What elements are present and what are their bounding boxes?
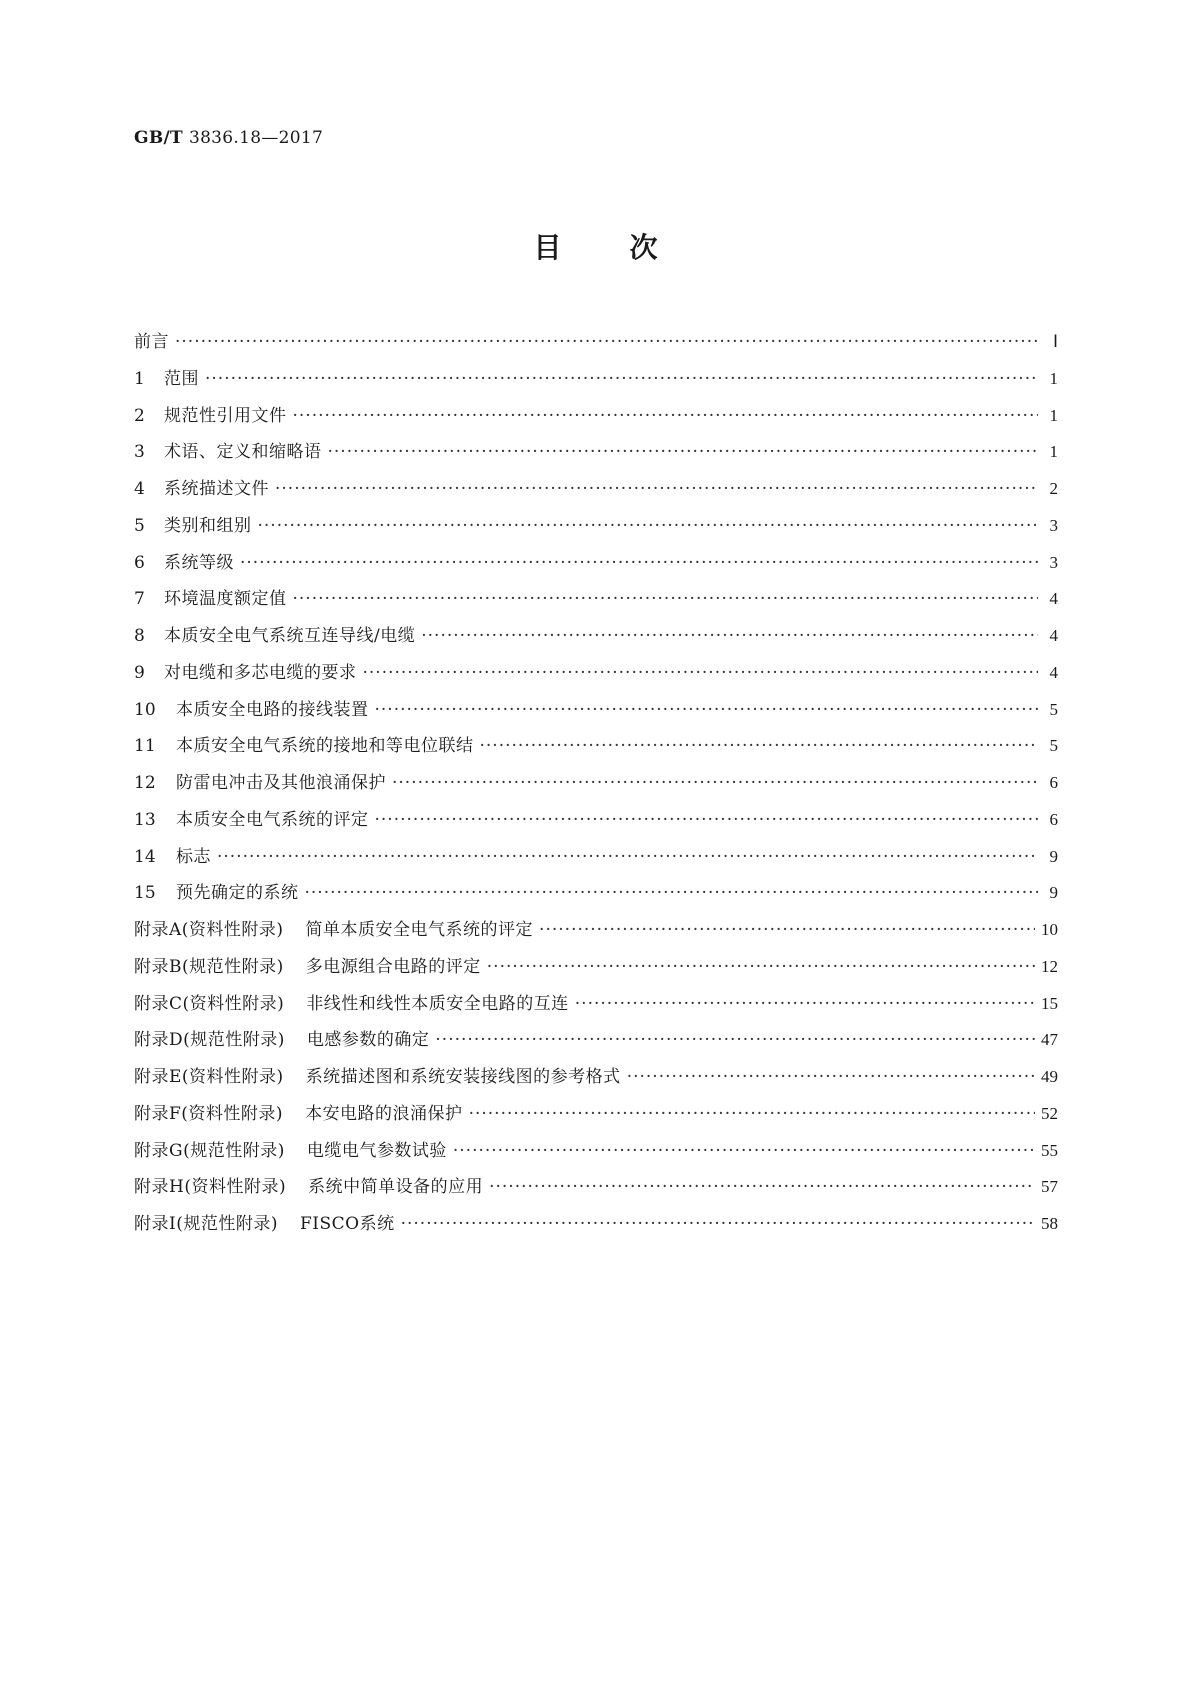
toc-leader	[401, 1206, 1035, 1243]
toc-entry-page: 9	[1049, 846, 1058, 866]
document-code	[134, 128, 323, 148]
toc-entry-7[interactable]	[134, 581, 1058, 618]
appendix-title: FISCO系统	[299, 1214, 395, 1234]
toc-leader	[205, 361, 1038, 398]
toc-entry-page: 49	[1041, 1067, 1058, 1086]
appendix-title: 系统中简单设备的应用	[308, 1177, 484, 1198]
toc-entry-foreword[interactable]	[134, 324, 1058, 361]
appendix-title: 多电源组合电路的评定	[305, 956, 481, 977]
table-of-contents	[134, 324, 1058, 1243]
toc-leader	[575, 986, 1035, 1023]
toc-entry-label: 标志	[176, 846, 211, 867]
toc-entry-label: 预先确定的系统	[176, 883, 299, 904]
toc-entry-label: 系统描述文件	[164, 479, 269, 499]
toc-entry-label: 类别和组别	[164, 515, 252, 536]
toc-title: 目次	[533, 231, 726, 264]
toc-entry-page: 10	[1041, 920, 1058, 939]
toc-entry-label	[134, 1169, 483, 1206]
toc-leader	[328, 434, 1039, 471]
toc-entry-number: 11	[134, 736, 156, 757]
toc-entry-appendix-e[interactable]	[134, 1059, 1058, 1096]
toc-entry-page: 3	[1049, 515, 1058, 535]
appendix-designation: 附录I(规范性附录)	[134, 1214, 278, 1234]
toc-entry-number: 5	[134, 515, 145, 536]
toc-entry-appendix-h[interactable]	[134, 1169, 1058, 1206]
toc-entry-page: 57	[1041, 1177, 1058, 1197]
toc-leader	[487, 949, 1035, 986]
toc-entry-number: 2	[134, 405, 145, 426]
appendix-designation: 附录A(资料性附录)	[134, 920, 284, 940]
toc-entry-label: 本质安全电路的接线装置	[176, 699, 369, 720]
toc-leader	[293, 398, 1039, 435]
toc-entry-label: 前言	[134, 332, 169, 352]
toc-entry-9[interactable]	[134, 655, 1058, 692]
toc-entry-number: 9	[134, 662, 145, 683]
toc-entry-page: 4	[1049, 589, 1058, 609]
toc-entry-label	[134, 1206, 395, 1243]
toc-entry-4[interactable]	[134, 471, 1058, 508]
toc-leader	[392, 765, 1038, 802]
document-code-number: 3836.18—2017	[188, 128, 324, 148]
toc-entry-number: 8	[134, 626, 145, 646]
toc-entry-appendix-d[interactable]	[134, 1022, 1058, 1059]
toc-entry-number: 7	[134, 589, 145, 610]
toc-entry-label: 本质安全电气系统互连导线/电缆	[164, 626, 416, 646]
toc-entry-15[interactable]	[134, 875, 1058, 912]
toc-entry-number: 15	[134, 883, 156, 904]
toc-entry-number: 1	[134, 368, 145, 389]
toc-entry-13[interactable]	[134, 802, 1058, 839]
appendix-title: 系统描述图和系统安装接线图的参考格式	[305, 1067, 621, 1087]
toc-entry-label: 本质安全电气系统的评定	[176, 809, 369, 830]
toc-entry-appendix-i[interactable]	[134, 1206, 1058, 1243]
toc-entry-page: 58	[1041, 1214, 1058, 1233]
toc-entry-label: 环境温度额定值	[164, 589, 287, 610]
toc-entry-6[interactable]	[134, 545, 1058, 582]
toc-leader	[363, 655, 1039, 692]
toc-entry-appendix-f[interactable]	[134, 1096, 1058, 1133]
toc-entry-number: 13	[134, 809, 156, 830]
toc-leader	[217, 839, 1038, 876]
toc-leader	[375, 802, 1039, 839]
toc-entry-label	[134, 986, 569, 1023]
toc-entry-label: 范围	[164, 368, 199, 389]
toc-entry-2[interactable]	[134, 398, 1058, 435]
toc-entry-label: 系统等级	[164, 552, 234, 573]
toc-entry-number: 3	[134, 442, 145, 463]
toc-leader	[539, 912, 1035, 949]
appendix-designation: 附录G(规范性附录)	[134, 1140, 285, 1161]
toc-leader	[275, 471, 1038, 508]
toc-leader	[258, 508, 1039, 545]
appendix-title: 简单本质安全电气系统的评定	[305, 920, 534, 940]
toc-entry-label	[134, 1096, 463, 1133]
toc-leader	[240, 545, 1038, 582]
toc-leader	[293, 581, 1039, 618]
toc-entry-page: 52	[1041, 1103, 1058, 1123]
appendix-designation: 附录E(资料性附录)	[134, 1067, 284, 1087]
toc-entry-number: 12	[134, 773, 156, 793]
toc-entry-number: 10	[134, 699, 156, 720]
toc-entry-page: 2	[1049, 479, 1058, 498]
toc-entry-page: 6	[1049, 773, 1058, 792]
toc-entry-label: 规范性引用文件	[164, 405, 287, 426]
toc-entry-page: 55	[1041, 1140, 1058, 1160]
toc-entry-page: 1	[1049, 368, 1058, 388]
toc-entry-page: Ⅰ	[1052, 332, 1058, 351]
toc-entry-label	[134, 949, 481, 986]
toc-leader	[435, 1022, 1035, 1059]
appendix-title: 本安电路的浪涌保护	[305, 1103, 463, 1124]
toc-entry-5[interactable]	[134, 508, 1058, 545]
toc-entry-label: 防雷电冲击及其他浪涌保护	[176, 773, 386, 793]
toc-entry-label: 术语、定义和缩略语	[164, 442, 322, 463]
toc-entry-number: 6	[134, 552, 145, 573]
appendix-designation: 附录H(资料性附录)	[134, 1177, 287, 1198]
toc-entry-number: 4	[134, 479, 145, 499]
toc-entry-label	[134, 1133, 447, 1170]
toc-entry-3[interactable]	[134, 434, 1058, 471]
toc-entry-label: 本质安全电气系统的接地和等电位联结	[176, 736, 474, 757]
toc-leader	[627, 1059, 1035, 1096]
toc-entry-page: 4	[1049, 662, 1058, 682]
toc-leader	[175, 324, 1038, 361]
toc-entry-page: 5	[1049, 736, 1058, 756]
toc-leader	[421, 618, 1038, 655]
toc-leader	[469, 1096, 1035, 1133]
toc-entry-appendix-g[interactable]	[134, 1133, 1058, 1170]
toc-entry-page: 1	[1049, 405, 1058, 425]
toc-entry-label	[134, 1022, 429, 1059]
toc-entry-page: 47	[1041, 1030, 1058, 1050]
document-code-prefix: GB/T	[134, 128, 183, 148]
toc-entry-page: 15	[1041, 993, 1058, 1013]
toc-entry-11[interactable]	[134, 728, 1058, 765]
toc-leader	[375, 692, 1039, 729]
toc-entry-page: 6	[1049, 809, 1058, 829]
appendix-designation: 附录D(规范性附录)	[134, 1030, 285, 1051]
toc-entry-8[interactable]	[134, 618, 1058, 655]
toc-entry-appendix-a[interactable]	[134, 912, 1058, 949]
toc-entry-appendix-c[interactable]	[134, 986, 1058, 1023]
toc-entry-page: 12	[1041, 956, 1058, 976]
appendix-title: 电感参数的确定	[306, 1030, 430, 1051]
toc-leader	[480, 728, 1039, 765]
toc-entry-label: 对电缆和多芯电缆的要求	[164, 662, 357, 683]
toc-entry-1[interactable]	[134, 361, 1058, 398]
appendix-title: 电缆电气参数试验	[306, 1140, 447, 1161]
toc-entry-10[interactable]	[134, 692, 1058, 729]
appendix-title: 非线性和线性本质安全电路的互连	[306, 993, 569, 1014]
toc-entry-14[interactable]	[134, 839, 1058, 876]
toc-entry-page: 3	[1049, 552, 1058, 572]
toc-leader	[305, 875, 1039, 912]
appendix-designation: 附录B(规范性附录)	[134, 956, 284, 977]
toc-entry-page: 4	[1049, 626, 1058, 645]
appendix-designation: 附录C(资料性附录)	[134, 993, 285, 1014]
toc-leader	[453, 1133, 1035, 1170]
toc-leader	[489, 1169, 1035, 1206]
appendix-designation: 附录F(资料性附录)	[134, 1103, 284, 1124]
toc-entry-page: 1	[1049, 442, 1058, 462]
toc-entry-page: 9	[1049, 883, 1058, 903]
toc-entry-appendix-b[interactable]	[134, 949, 1058, 986]
toc-entry-12[interactable]	[134, 765, 1058, 802]
toc-entry-page: 5	[1049, 699, 1058, 719]
toc-entry-label	[134, 1059, 621, 1096]
toc-entry-number: 14	[134, 846, 156, 867]
toc-entry-label	[134, 912, 533, 949]
